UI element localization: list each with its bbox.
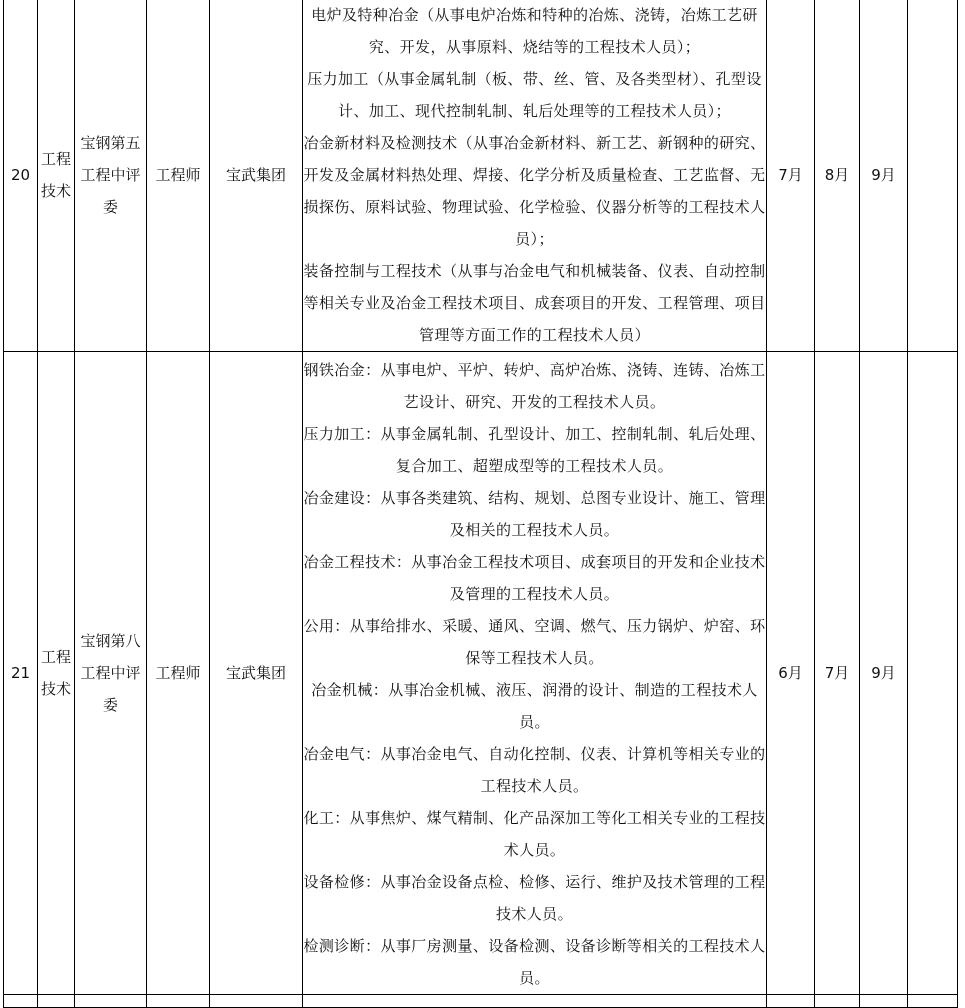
table-row-cut-off [4,995,958,1008]
row-committee: 宝钢第八工程中评委 [75,352,147,995]
direction-item: 冶金新材料及检测技术（从事冶金新材料、新工艺、新钢种的研究、开发及金属材料热处理、焊接、化学分析及质量检查、工艺监督、无损探伤、原料试验、物理试验、化学检验、仪器分析等的工程技术人员）； [303,134,766,248]
direction-item: 钢铁冶金：从事电炉、平炉、转炉、高炉冶炼、浇铸、连铸、冶炼工艺设计、研究、开发的工程技术人员。 [303,361,766,411]
row-directions [303,0,767,352]
row-extra [908,0,958,352]
row-index: 21 [4,352,38,995]
direction-item: 冶金工程技术：从事冶金工程技术项目、成套项目的开发和企业技术及管理的工程技术人员。 [303,553,766,603]
empty-cell [4,995,38,1008]
direction-item: 压力加工（从事金属轧制（板、带、丝、管、及各类型材）、孔型设计、加工、现代控制轧制、轧后处理等的工程技术人员）； [307,70,762,120]
empty-cell [767,995,815,1008]
table-row [4,352,958,995]
direction-item: 装备控制与工程技术（从事与冶金电气和机械装备、仪表、自动控制等相关专业及冶金工程技术项目、成套项目的开发、工程管理、项目管理等方面工作的工程技术人员） [303,262,766,344]
row-month-c: 9月 [860,0,908,352]
row-month-c: 9月 [860,352,908,995]
row-month-b: 8月 [815,0,860,352]
direction-item: 冶金建设：从事各类建筑、结构、规划、总图专业设计、施工、管理及相关的工程技术人员。 [303,489,766,539]
direction-item: 冶金机械：从事冶金机械、液压、润滑的设计、制造的工程技术人员。 [311,681,758,731]
row-organizer: 宝武集团 [210,352,303,995]
row-month-b: 7月 [815,352,860,995]
row-title: 工程师 [147,0,210,352]
direction-item: 公用：从事给排水、采暖、通风、空调、燃气、压力锅炉、炉窑、环保等工程技术人员。 [303,617,766,667]
empty-cell [908,995,958,1008]
direction-item: 冶金电气：从事冶金电气、自动化控制、仪表、计算机等相关专业的工程技术人员。 [303,745,766,795]
row-month-a: 6月 [767,352,815,995]
direction-item: 压力加工：从事金属轧制、孔型设计、加工、控制轧制、轧后处理、复合加工、超塑成型等的工程技术人员。 [303,425,766,475]
empty-cell [303,995,767,1008]
empty-cell [860,995,908,1008]
empty-cell [210,995,303,1008]
row-category: 工程技术 [38,0,75,352]
empty-cell [147,995,210,1008]
row-organizer: 宝武集团 [210,0,303,352]
row-extra [908,352,958,995]
row-month-a: 7月 [767,0,815,352]
row-index: 20 [4,0,38,352]
empty-cell [75,995,147,1008]
evaluation-schedule-table [3,0,958,1008]
direction-item: 设备检修：从事冶金设备点检、检修、运行、维护及技术管理的工程技术人员。 [303,873,766,923]
table-row [4,0,958,352]
direction-item: 电炉及特种冶金（从事电炉冶炼和特种的冶炼、浇铸，冶炼工艺研究、开发，从事原料、烧结等的工程技术人员）； [311,6,758,56]
row-directions [303,352,767,995]
row-committee: 宝钢第五工程中评委 [75,0,147,352]
empty-cell [38,995,75,1008]
direction-item: 化工：从事焦炉、煤气精制、化产品深加工等化工相关专业的工程技术人员。 [303,809,766,859]
row-category: 工程技术 [38,352,75,995]
row-title: 工程师 [147,352,210,995]
direction-item: 检测诊断：从事厂房测量、设备检测、设备诊断等相关的工程技术人员。 [303,937,766,987]
empty-cell [815,995,860,1008]
